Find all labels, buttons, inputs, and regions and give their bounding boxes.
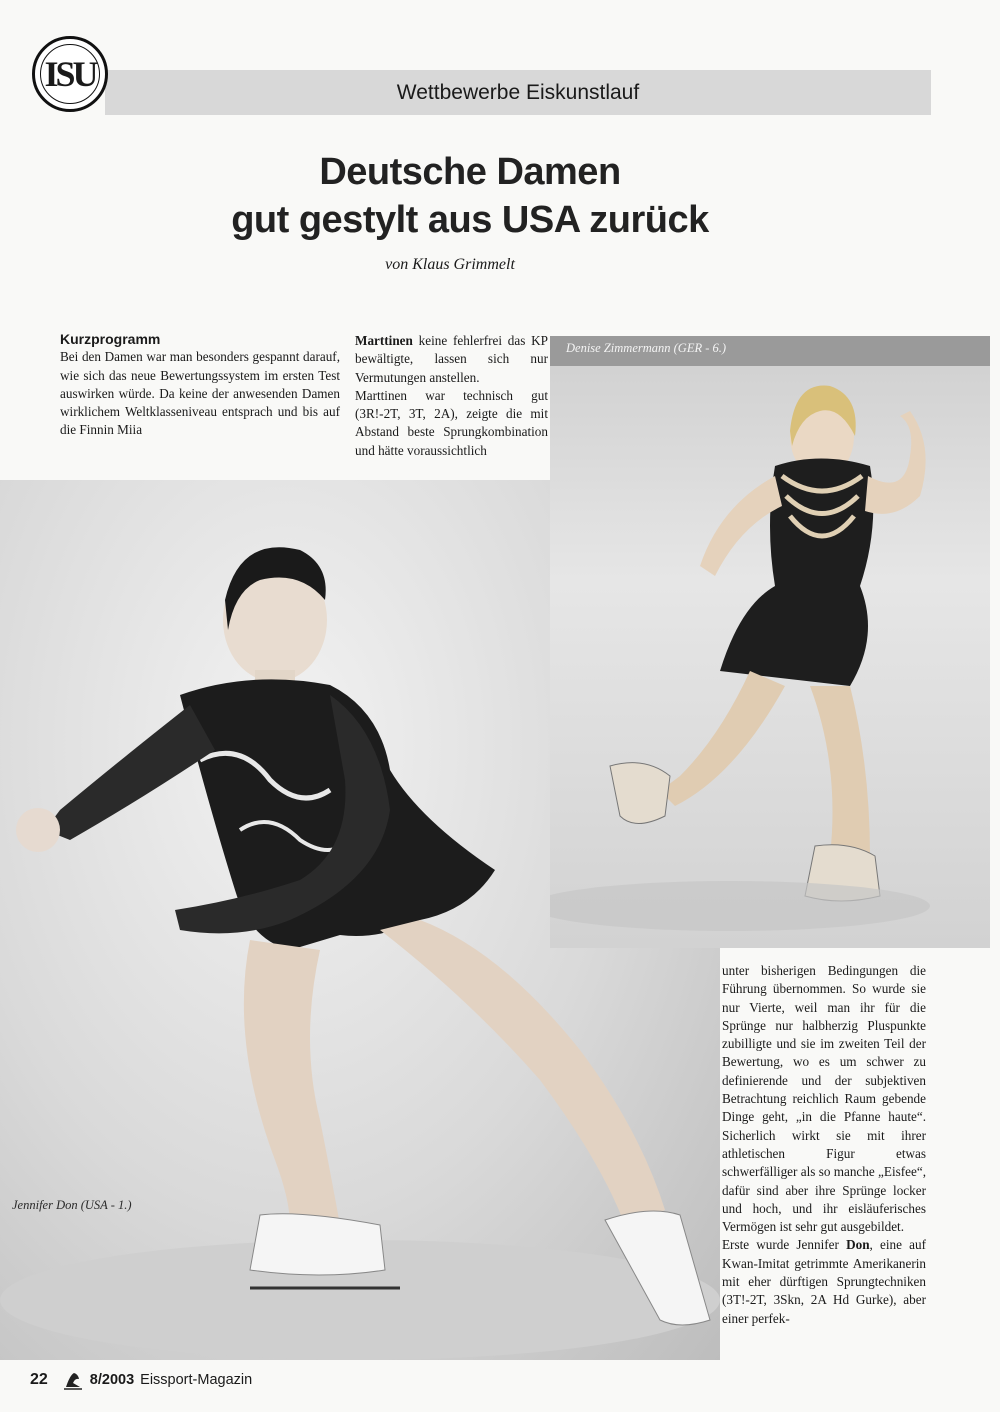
section-header: [105, 70, 931, 115]
skater-emblem-icon: [62, 1369, 84, 1391]
subhead-kurzprogramm: Kurzprogramm: [60, 331, 161, 347]
column-3-text-a: unter bisherigen Bedingungen die Führung übernommen. So wurde sie nur Vierte, weil man ihr für die Sprünge nur halbherzig Pluspunkte zubilligte und sie im zweiten Teil der Bewertung, wo es um schwer zu definierende und der subjektiven Betrachtung reichlich Raum gebende Dinge geht, „in die Pfanne haute“. Sicherlich wirkt sie mit ihrer athletischen Figur etwas schwerfälliger als so manche „Eisfee“, dafür sind aber ihre Sprünge locker und hoch, und ihr eisläuferisches Vermögen ist sehr gut ausgebildet.: [722, 963, 926, 1235]
isu-logo: [32, 36, 108, 112]
headline-line-2: gut gestylt aus USA zurück: [231, 199, 709, 241]
article-headline: [120, 148, 820, 244]
byline: von Klaus Grimmelt: [385, 256, 515, 273]
headline-line-1: Deutsche Damen: [319, 151, 621, 193]
name-don: Don: [846, 1237, 870, 1253]
column-3: [722, 962, 926, 1328]
skater-illustration-right: [550, 336, 990, 948]
column-2-text-a: keine fehlerfrei das KP bewältigte, lassen sich nur Vermutungen anstellen.: [355, 333, 548, 385]
magazine-name: Eissport-Magazin: [140, 1372, 253, 1388]
name-marttinen: Marttinen: [355, 333, 413, 348]
column-1: [60, 330, 340, 440]
column-3-text-b-post: , eine auf Kwan-Imitat getrimmte Amerikanerin mit eher dürftigen Sprungtechniken (3T!-2T, 3Skn, 2A Hd Gurke), aber einer perfek-: [722, 1237, 926, 1326]
logo-text: ISU: [44, 54, 96, 94]
section-title: Wettbewerbe Eiskunstlauf: [396, 80, 640, 104]
page-footer: [30, 1368, 430, 1392]
column-2-text-b: Marttinen war technisch gut (3R!-2T, 3T, 2A), zeigte die mit Abstand beste Sprungkombination und hätte voraussichtlich: [355, 387, 548, 458]
photo-denise-zimmermann: [550, 336, 990, 948]
photo-caption-zimmermann: Denise Zimmermann (GER - 6.): [566, 341, 727, 355]
page-number: 22: [30, 1371, 48, 1388]
column-2: [355, 332, 548, 460]
photo-caption-don: Jennifer Don (USA - 1.): [12, 1198, 132, 1212]
column-3-text-b-pre: Erste wurde Jennifer: [722, 1237, 847, 1253]
issue-number: 8/2003: [89, 1372, 135, 1388]
column-1-text: Bei den Damen war man besonders gespannt darauf, wie sich das neue Bewertungssystem im ersten Test auswirken würde. Da keine der anwesenden Damen wirklichem Weltklasseniveau entsprach und bis auf die Finnin Miia: [60, 349, 340, 438]
